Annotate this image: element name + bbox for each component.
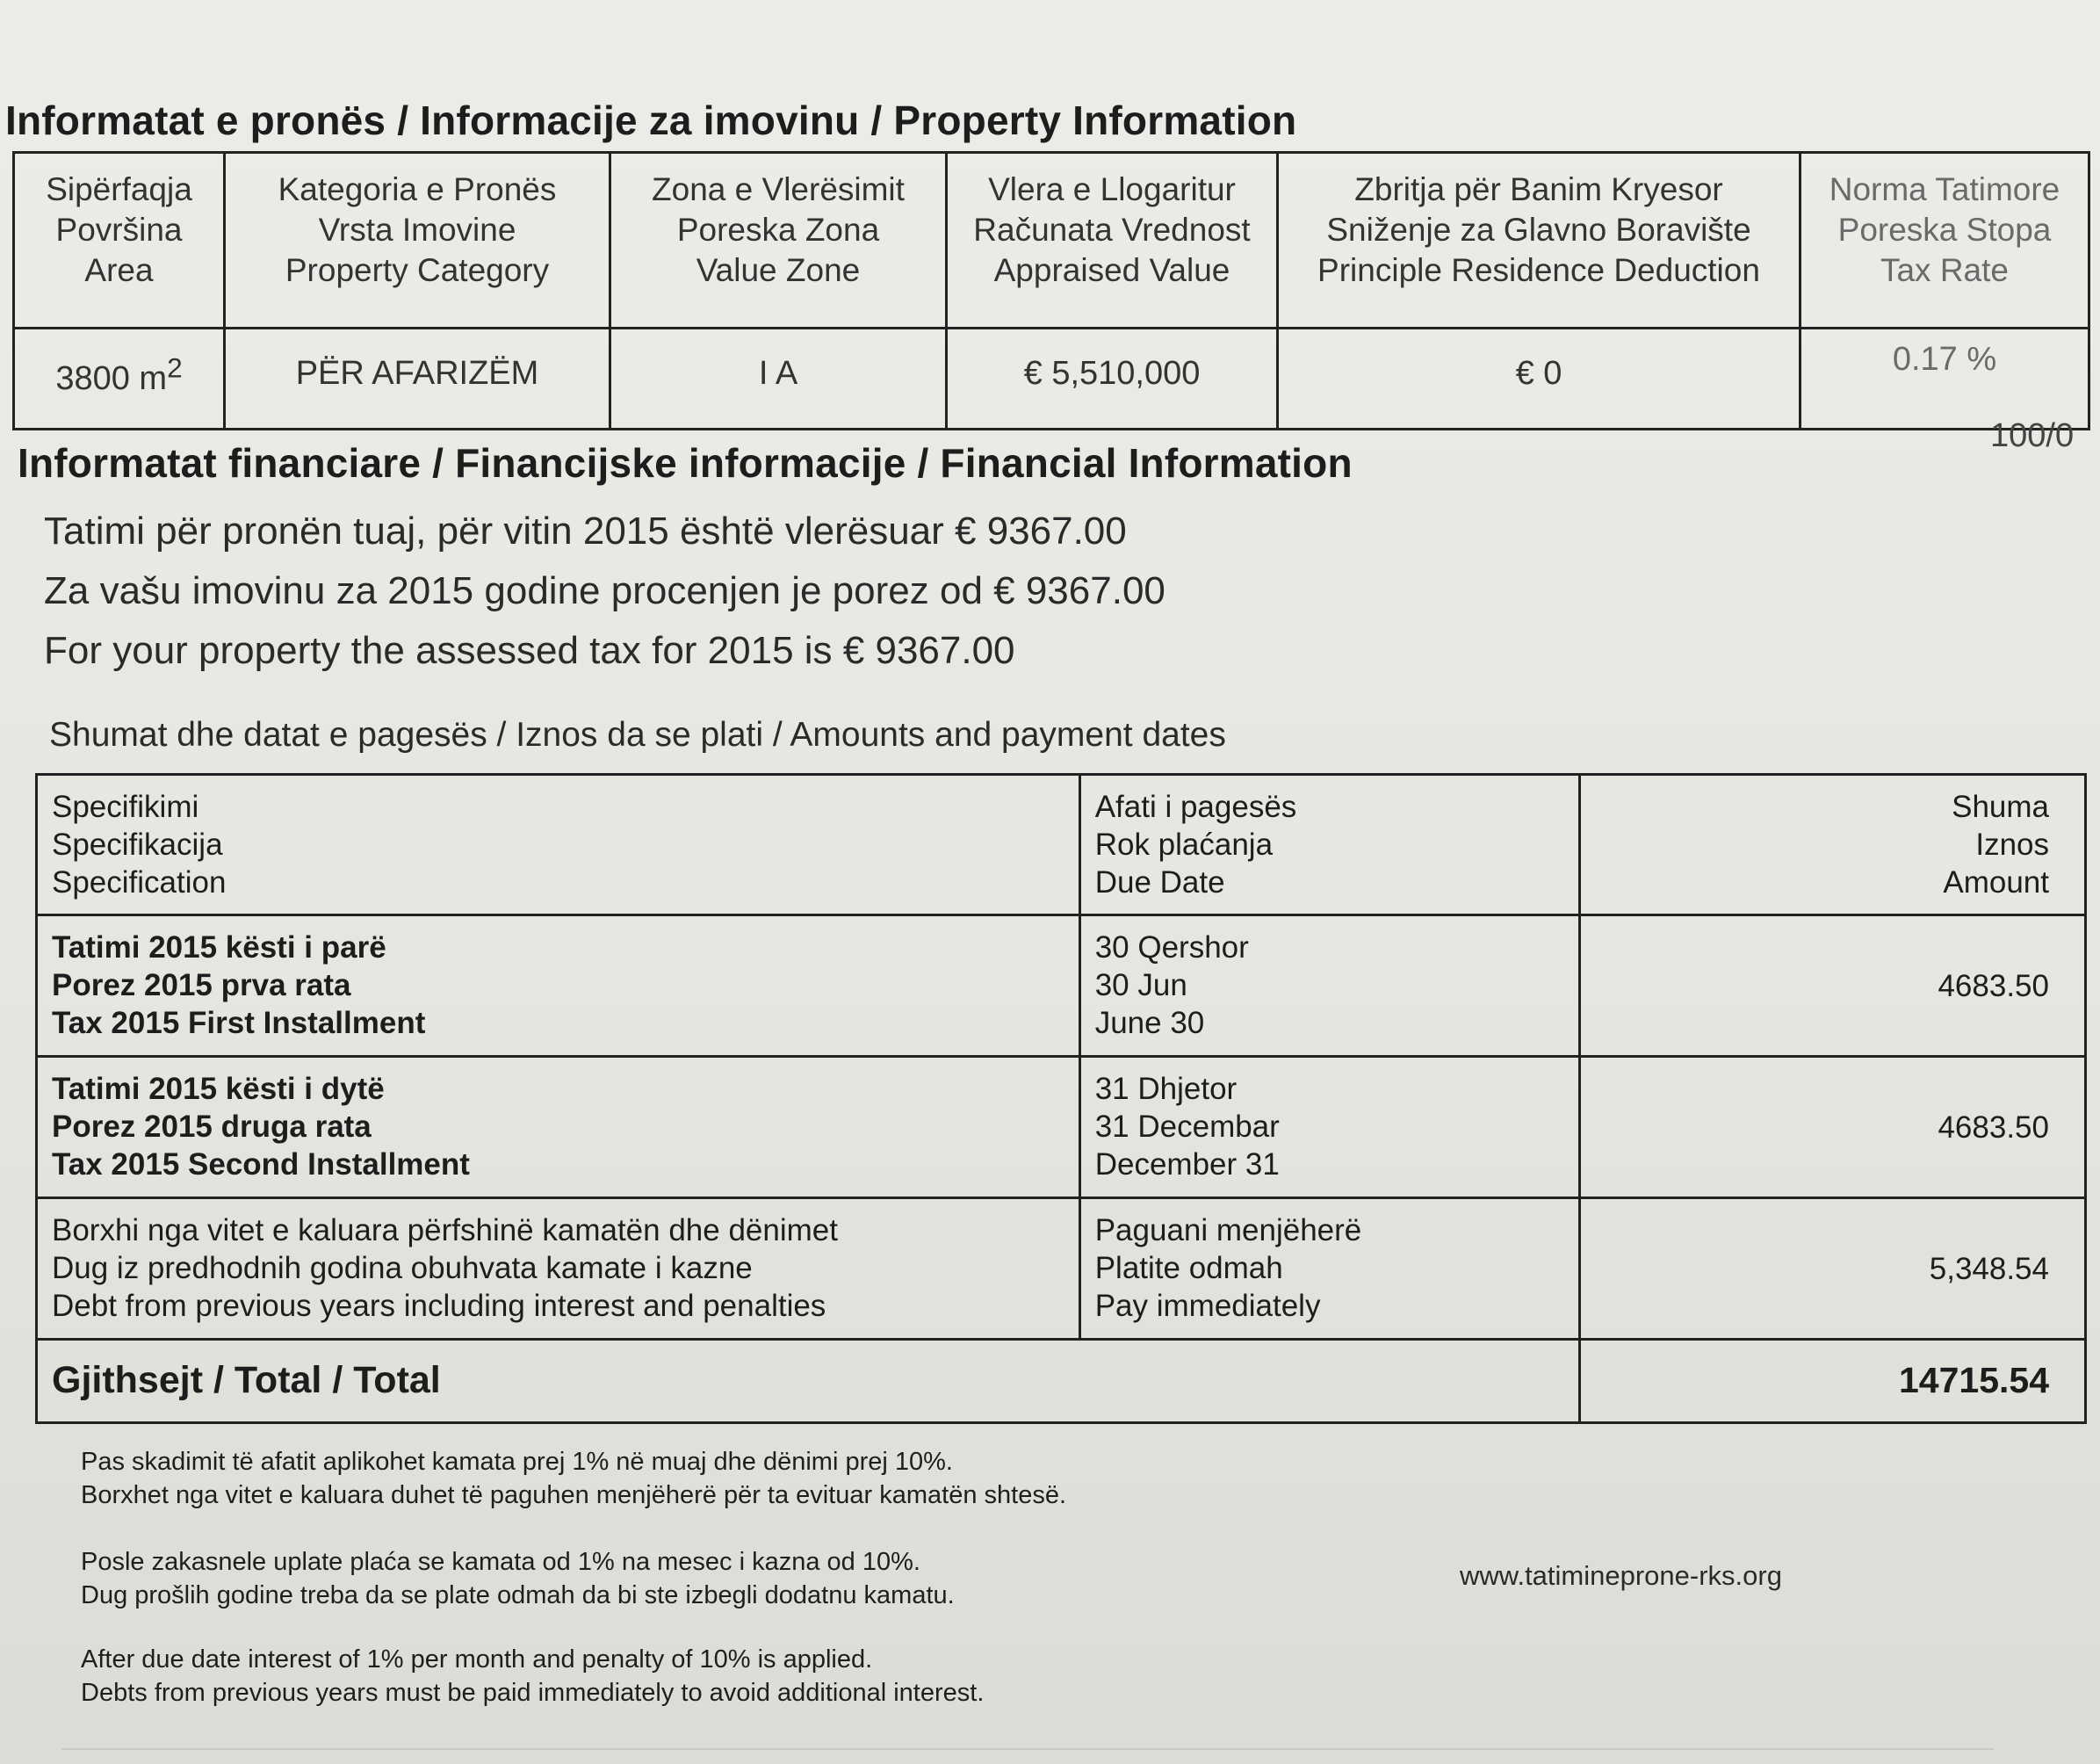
property-header-row: [14, 153, 2089, 329]
assessed-tax-serbian: Za vašu imovinu za 2015 godine procenjen je porez od € 9367.00: [44, 569, 1165, 612]
category-value: PËR AFARIZËM: [225, 329, 610, 430]
header-residence-deduction: Zbritja për Banim Kryesor Sniženje za Glavno Boravište Principle Residence Deduction: [1278, 153, 1801, 329]
assessed-tax-english: For your property the assessed tax for 2015 is € 9367.00: [44, 629, 1015, 672]
row-amount: 4683.50: [1580, 1057, 2086, 1198]
tax-rate-value: 0.17 %: [1801, 329, 2089, 430]
total-value-cell: [1580, 1340, 2086, 1423]
header-tax-rate: Norma Tatimore Poreska Stopa Tax Rate: [1801, 153, 2089, 329]
property-section-title: Informatat e pronës / Informacije za imovinu / Property Information: [5, 98, 1297, 143]
ratio-label: 100/0: [1990, 417, 2075, 454]
total-value: 14715.54: [1898, 1359, 2049, 1400]
total-label-cell: [37, 1340, 1580, 1423]
payments-title: Shumat dhe datat e pagesës / Iznos da se plati / Amounts and payment dates: [49, 716, 1226, 754]
row-specification: Tatimi 2015 kësti i parë Porez 2015 prva rata Tax 2015 First Installment: [37, 915, 1080, 1057]
table-row: [37, 915, 2086, 1057]
note-english: After due date interest of 1% per month and penalty of 10% is applied. Debts from previous years must be paid immediately to avoid additional interest.: [81, 1645, 985, 1707]
row-due-date: 30 Qershor 30 Jun June 30: [1079, 915, 1580, 1057]
row-amount: 4683.50: [1580, 915, 2086, 1057]
website-url: www.tatimineprone-rks.org: [1460, 1560, 1782, 1591]
bottom-divider: [61, 1748, 1994, 1750]
header-specification: Specifikimi Specifikacija Specification: [37, 775, 1080, 915]
value-zone-value: I A: [610, 329, 947, 430]
table-row: [37, 1198, 2086, 1340]
header-value-zone: Zona e Vlerësimit Poreska Zona Value Zone: [610, 153, 947, 329]
property-values-row: [14, 329, 2089, 430]
row-due-date: 31 Dhjetor 31 Decembar December 31: [1079, 1057, 1580, 1198]
header-category: Kategoria e Pronës Vrsta Imovine Property Category: [225, 153, 610, 329]
residence-deduction-value: € 0: [1278, 329, 1801, 430]
appraised-value-value: € 5,510,000: [947, 329, 1278, 430]
header-due-date: Afati i pagesës Rok plaćanja Due Date: [1079, 775, 1580, 915]
payments-header-row: [37, 775, 2086, 915]
row-specification: Borxhi nga vitet e kaluara përfshinë kamatën dhe dënimet Dug iz predhodnih godina obuhvata kamate i kazne Debt from previous years including interest and penalties: [37, 1198, 1080, 1340]
row-due-date: Paguani menjëherë Platite odmah Pay immediately: [1079, 1198, 1580, 1340]
note-albanian: Pas skadimit të afatit aplikohet kamata prej 1% në muaj dhe dënimi prej 10%. Borxhet nga vitet e kaluara duhet të paguhen menjëherë për ta evituar kamatën shtesë.: [81, 1448, 1067, 1509]
row-specification: Tatimi 2015 kësti i dytë Porez 2015 druga rata Tax 2015 Second Installment: [37, 1057, 1080, 1198]
table-row: [37, 1057, 2086, 1198]
total-label: Gjithsejt / Total / Total: [52, 1358, 441, 1401]
property-info-table: [12, 151, 2090, 430]
header-appraised-value: Vlera e Llogaritur Računata Vrednost Appraised Value: [947, 153, 1278, 329]
assessed-tax-albanian: Tatimi për pronën tuaj, për vitin 2015 është vlerësuar € 9367.00: [44, 510, 1127, 553]
row-amount: 5,348.54: [1580, 1198, 2086, 1340]
header-area: Sipërfaqja Površina Area: [14, 153, 225, 329]
total-row: [37, 1340, 2086, 1423]
note-serbian: Posle zakasnele uplate plaća se kamata od 1% na mesec i kazna od 10%. Dug prošlih godine treba da se plate odmah da bi ste izbegli dodatnu kamatu.: [81, 1548, 955, 1609]
header-amount: Shuma Iznos Amount: [1580, 775, 2086, 915]
financial-section-title: Informatat financiare / Financijske informacije / Financial Information: [18, 440, 1353, 486]
area-value: 3800 $m^2$: [14, 329, 225, 430]
payments-table: [35, 773, 2087, 1424]
